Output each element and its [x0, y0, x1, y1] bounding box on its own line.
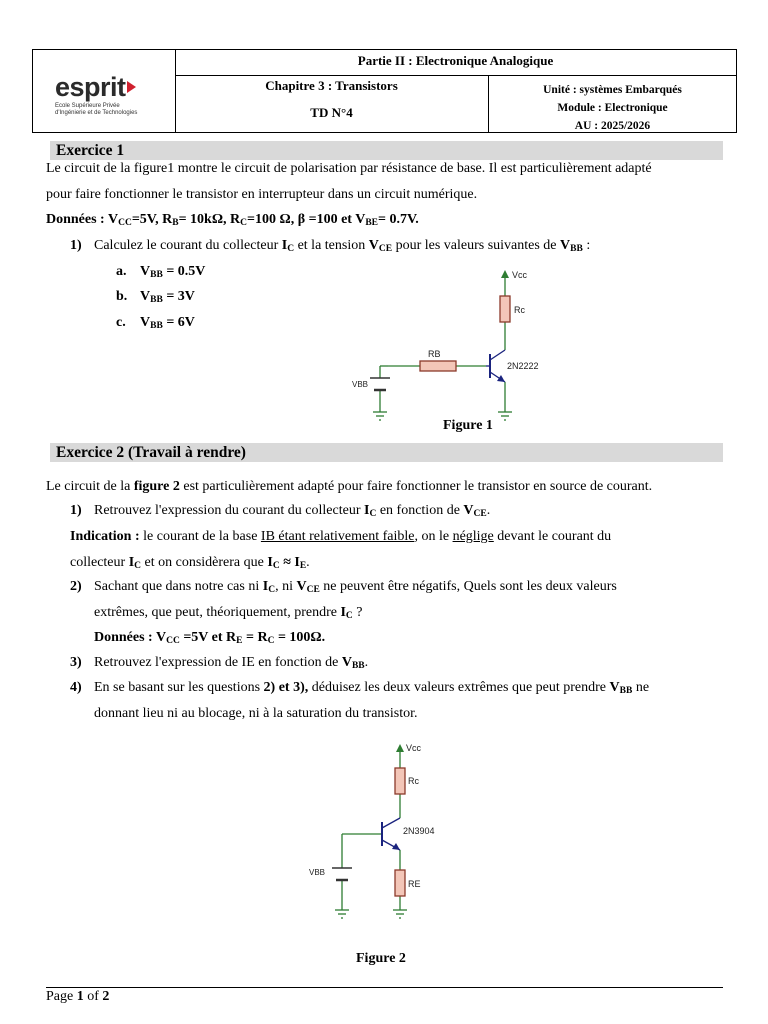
fig2-transistor-label: 2N3904: [403, 826, 435, 836]
unite-label: Unité : systèmes Embarqués: [543, 84, 682, 96]
esprit-logo: esprit Ecole Supérieure Privée d'Ingénierie et de Technologies: [55, 72, 138, 116]
rc-resistor: [500, 296, 510, 322]
fig2-rc-label: Rc: [408, 776, 419, 786]
ex2-question-4: 4) En se basant sur les questions 2) et 3), déduisez les deux valeurs extrêmes que peut prendre $V_{BB}$ ne: [70, 680, 650, 696]
fig1-transistor-label: 2N2222: [507, 361, 539, 371]
ex2-question-2: 2) Sachant que dans notre cas ni $I_C$, ni $V_{CE}$ ne peuvent être négatifs, Quels sont les deux valeurs: [70, 579, 617, 595]
exercise-1-heading: Exercice 1: [50, 141, 723, 160]
ex2-indication-line2: collecteur $I_C$ et on considèrera que $I_C \approx I_E$.: [70, 555, 310, 571]
rc-resistor: [395, 768, 405, 794]
module-label: Module : Electronique: [557, 102, 668, 114]
ex2-donnees: Données : $V_{CC} =5V$ et $R_E = R_C = 100\Omega$.: [94, 630, 326, 646]
ground-icon: [373, 412, 387, 420]
fig1-vbb-label: VBB: [352, 380, 369, 389]
ground-icon: [393, 910, 407, 918]
ex2-question-3: 3) Retrouvez l'expression de IE en fonction de $V_{BB}$.: [70, 655, 369, 671]
rb-resistor: [420, 361, 456, 371]
exercise-2-heading: Exercice 2 (Travail à rendre): [50, 443, 723, 462]
page-number: Page 1 of 2: [46, 989, 110, 1004]
fig2-re-label: RE: [408, 879, 421, 889]
logo-arrow-icon: [127, 81, 136, 93]
ex2-question-1: 1) Retrouvez l'expression du courant du collecteur $I_C$ en fonction de $V_{CE}$.: [70, 503, 491, 519]
ex2-question-4-line2: donnant lieu ni au blocage, ni à la saturation du transistor.: [94, 706, 418, 721]
fig2-vcc-label: Vcc: [406, 743, 422, 753]
ex2-indication-line1: Indication : le courant de la base IB étant relativement faible, on le néglige devant le courant du: [70, 529, 612, 544]
ex1-intro-line2: pour faire fonctionner le transistor en interrupteur dans un circuit numérique.: [46, 187, 478, 202]
figure-2-circuit: [300, 738, 460, 923]
ground-icon: [498, 412, 512, 420]
fig1-rc-label: Rc: [514, 305, 525, 315]
academic-year: AU : 2025/2026: [574, 120, 651, 132]
fig1-rb-label: RB: [428, 349, 441, 359]
figure-2-caption: Figure 2: [356, 951, 406, 966]
chapitre-title: Chapitre 3 : Transistors: [265, 78, 398, 93]
figure-1-circuit: [340, 262, 540, 427]
fig1-vcc-label: Vcc: [512, 270, 528, 280]
figure-1-caption: Figure 1: [443, 418, 493, 433]
vcc-arrow-icon: [501, 270, 509, 278]
ex1-item-a: a. $V_{BB} = 0.5V$: [116, 264, 206, 280]
ex1-item-c: c. $V_{BB} = 6V$: [116, 315, 195, 331]
vcc-arrow-icon: [396, 744, 404, 752]
ex1-donnees: Données : $V_{CC}=5V$, $R_B= 10k\Omega$, $R_C=100$ Ω, β =100 et $V_{BE}= 0.7V$.: [46, 212, 419, 228]
partie-title: Partie II : Electronique Analogique: [357, 53, 554, 68]
header-table: [32, 49, 737, 133]
ex2-intro: Le circuit de la figure 2 est particulièrement adapté pour faire fonctionner le transistor en source de courant.: [46, 479, 653, 494]
ex1-item-b: b. $V_{BB} = 3V$: [116, 289, 195, 305]
transistor-npn-symbol: [382, 818, 400, 850]
ex1-question-1: 1) Calculez le courant du collecteur $I_C$ et la tension $V_{CE}$ pour les valeurs suivantes de $V_{BB}$ :: [70, 238, 591, 254]
header-divider: [175, 75, 736, 76]
ex2-question-2-line2: extrêmes, que peut, théoriquement, prendre $I_C$ ?: [94, 605, 363, 621]
footer-rule: [46, 987, 723, 988]
fig2-vbb-label: VBB: [309, 868, 326, 877]
td-number: TD N°4: [310, 105, 353, 120]
ground-icon: [335, 910, 349, 918]
ex1-intro-line1: Le circuit de la figure1 montre le circuit de polarisation par résistance de base. Il est particulièrement adapté: [46, 161, 652, 176]
re-resistor: [395, 870, 405, 896]
